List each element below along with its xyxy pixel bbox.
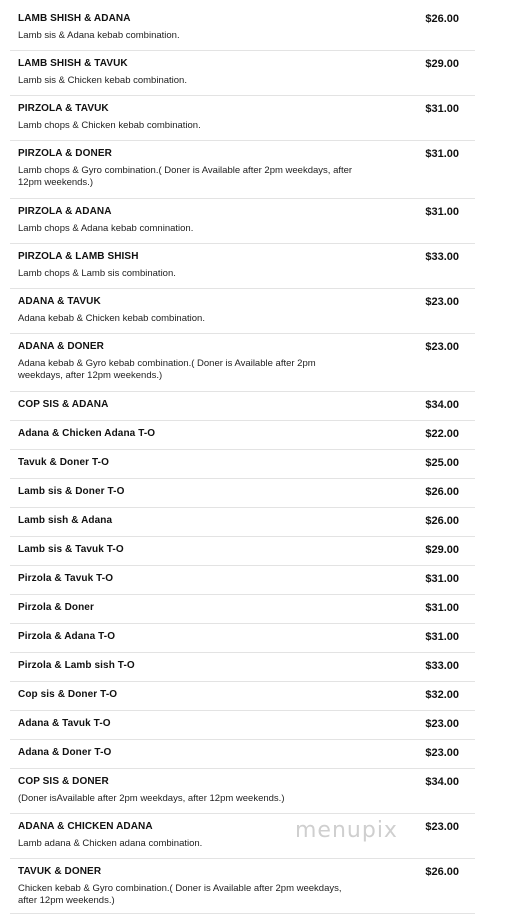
menu-item-name: LAMB SHISH & ADANA	[18, 13, 131, 24]
menu-item-price: $23.00	[425, 341, 459, 353]
menu-item-name: LAMB SHISH & TAVUK	[18, 58, 128, 69]
menu-item-price: $34.00	[425, 776, 459, 788]
menu-item-description: Lamb sis & Chicken kebab combination.	[18, 75, 187, 86]
menu-item	[10, 537, 475, 566]
menu-item-name: Pirzola & Adana T-O	[18, 631, 116, 642]
menu-item-price: $31.00	[425, 148, 459, 160]
menu-item-name: TAVUK & DONER	[18, 866, 102, 877]
menu-item-price: $29.00	[425, 58, 459, 70]
menu-item	[10, 595, 475, 624]
menu-item	[10, 392, 475, 421]
menu-item	[10, 244, 475, 289]
menu-item	[10, 51, 475, 96]
menu-item	[10, 711, 475, 740]
menu-item-name: Tavuk & Doner T-O	[18, 457, 109, 468]
menu-item-name: COP SIS & ADANA	[18, 399, 109, 410]
menu-item-description: Adana kebab & Gyro kebab combination.( Doner is Available after 2pm weekdays, after 12pm weekends.)	[18, 358, 316, 381]
menu-item-price: $31.00	[425, 573, 459, 585]
menu-item-name: Cop sis & Doner T-O	[18, 689, 118, 700]
menu-item-price: $31.00	[425, 631, 459, 643]
menu-item-description: Adana kebab & Chicken kebab combination.	[18, 313, 205, 324]
menu-item-description: Lamb sis & Adana kebab combination.	[18, 30, 180, 41]
menu-item-price: $26.00	[425, 486, 459, 498]
watermark-logo: menupix	[295, 818, 398, 843]
menu-item-price: $32.00	[425, 689, 459, 701]
menu-item-price: $23.00	[425, 718, 459, 730]
menu-item-description: Lamb chops & Lamb sis combination.	[18, 268, 176, 279]
menu-item	[10, 682, 475, 711]
menu-item-description: Chicken kebab & Gyro combination.( Doner is Available after 2pm weekdays, after 12pm weekends.)	[18, 883, 342, 906]
menu-item-name: PIRZOLA & LAMB SHISH	[18, 251, 139, 262]
menu-item-price: $22.00	[425, 428, 459, 440]
menu-item-price: $26.00	[425, 866, 459, 878]
menu-item-description: Lamb chops & Adana kebab comnination.	[18, 223, 194, 234]
menu-item	[10, 740, 475, 769]
menu-item-name: COP SIS & DONER	[18, 776, 109, 787]
menu-item	[10, 421, 475, 450]
menu-item	[10, 566, 475, 595]
menu-item-name: ADANA & TAVUK	[18, 296, 101, 307]
menu-item	[10, 6, 475, 51]
menu-item-name: Adana & Doner T-O	[18, 747, 112, 758]
menu-item-description: Lamb chops & Gyro combination.( Doner is Available after 2pm weekdays, after 12pm weekends.)	[18, 165, 353, 188]
menu-item-price: $29.00	[425, 544, 459, 556]
menu-item-price: $33.00	[425, 660, 459, 672]
menu-item	[10, 859, 475, 914]
menu-item	[10, 769, 475, 814]
menu-item	[10, 96, 475, 141]
menu-item-name: Pirzola & Tavuk T-O	[18, 573, 114, 584]
menu-item-price: $26.00	[425, 13, 459, 25]
menu-item-description: (Doner isAvailable after 2pm weekdays, after 12pm weekends.)	[18, 793, 285, 804]
menu-item-name: Pirzola & Doner	[18, 602, 94, 613]
menu-item-name: PIRZOLA & DONER	[18, 148, 112, 159]
menu-item-price: $25.00	[425, 457, 459, 469]
menu-item	[10, 653, 475, 682]
menu-item-name: ADANA & DONER	[18, 341, 104, 352]
menu-item-price: $26.00	[425, 515, 459, 527]
menu-item	[10, 334, 475, 392]
menu-item	[10, 199, 475, 244]
menu-item-price: $23.00	[425, 296, 459, 308]
menu-item-name: ADANA & CHICKEN ADANA	[18, 821, 153, 832]
menu-item-price: $23.00	[425, 747, 459, 759]
menu-item-description: Lamb adana & Chicken adana combination.	[18, 838, 203, 849]
menu-item	[10, 508, 475, 537]
menu-item-price: $34.00	[425, 399, 459, 411]
menu-item-name: Pirzola & Lamb sish T-O	[18, 660, 135, 671]
menu-item-name: Adana & Chicken Adana T-O	[18, 428, 156, 439]
menu-item-name: Adana & Tavuk T-O	[18, 718, 111, 729]
menu-item-price: $31.00	[425, 602, 459, 614]
menu-item-description: Lamb chops & Chicken kebab combination.	[18, 120, 201, 131]
menu-item-name: Lamb sis & Tavuk T-O	[18, 544, 124, 555]
menu-item-price: $23.00	[425, 821, 459, 833]
menu-item	[10, 814, 475, 859]
menu-item-price: $33.00	[425, 251, 459, 263]
menu-item	[10, 450, 475, 479]
menu-item-name: PIRZOLA & TAVUK	[18, 103, 109, 114]
menu-item-name: Lamb sis & Doner T-O	[18, 486, 125, 497]
menu-item-price: $31.00	[425, 103, 459, 115]
menu-item	[10, 141, 475, 199]
menu-item	[10, 479, 475, 508]
menu-item	[10, 624, 475, 653]
menu-item-price: $31.00	[425, 206, 459, 218]
menu-item-name: Lamb sish & Adana	[18, 515, 113, 526]
menu-item-name: PIRZOLA & ADANA	[18, 206, 112, 217]
menu-item	[10, 289, 475, 334]
